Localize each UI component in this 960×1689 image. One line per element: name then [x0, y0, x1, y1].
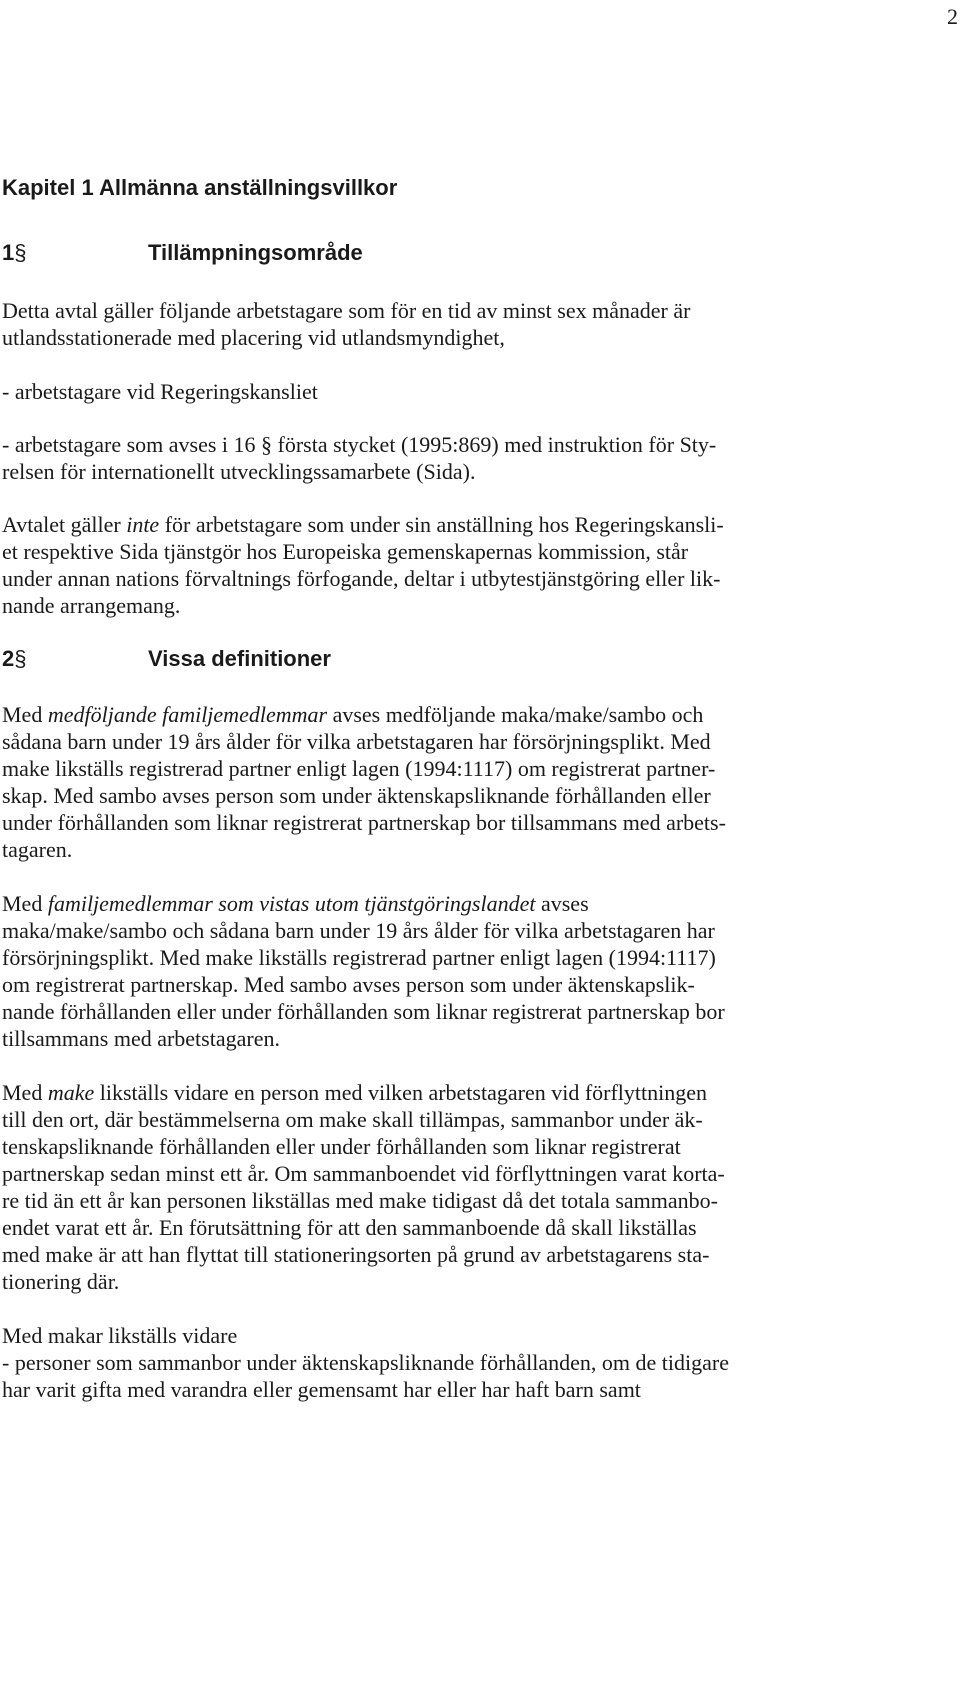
text-line: med make är att han flyttat till stationeringsorten på grund av arbetstagarens sta-: [2, 1242, 710, 1267]
text-line: partnerskap sedan minst ett år. Om sammanboendet vid förflyttningen varat korta-: [2, 1161, 725, 1186]
section-symbol: §: [14, 240, 27, 265]
paragraph-spouses-equivalent: [2, 1322, 947, 1403]
emphasis-term: make: [47, 1080, 95, 1105]
text-line: - arbetstagare vid Regeringskansliet: [2, 379, 318, 404]
text-line: försörjningsplikt. Med make likställs registrerad partner enligt lagen (1994:1117): [2, 945, 716, 970]
list-item-sida: [2, 431, 947, 485]
text-line: till den ort, där bestämmelserna om make skall tillämpas, sammanbor under äk-: [2, 1107, 703, 1132]
text-line: Detta avtal gäller följande arbetstagare som för en tid av minst sex månader är: [2, 298, 691, 323]
text-line: skap. Med sambo avses person som under äktenskapsliknande förhållanden eller: [2, 783, 711, 808]
text-line: Med makar likställs vidare: [2, 1323, 238, 1348]
text-line: under förhållanden som liknar registrerat partnerskap bor tillsammans med arbets-: [2, 810, 726, 835]
text-line: utlandsstationerade med placering vid utlandsmyndighet,: [2, 325, 505, 350]
text-line: sådana barn under 19 års ålder för vilka arbetstagaren har försörjningsplikt. Med: [2, 729, 711, 754]
document-body: [2, 174, 947, 1403]
text-line: har varit gifta med varandra eller gemensamt har eller har haft barn samt: [2, 1377, 641, 1402]
emphasis-term: inte: [126, 512, 160, 537]
chapter-title: Kapitel 1 Allmänna anställningsvillkor: [2, 175, 398, 200]
section-number-2: 2§: [2, 646, 27, 671]
section-number-1: 1§: [2, 240, 27, 265]
section-heading-2: [2, 645, 947, 673]
list-item-regeringskansliet: [2, 378, 947, 405]
text-line: tillsammans med arbetstagaren.: [2, 1026, 280, 1051]
emphasis-term: familjemedlemmar som vistas utom tjänstgöringslandet: [47, 891, 536, 916]
section-title-1: Tillämpningsområde: [148, 240, 363, 265]
text-line: endet varat ett år. En förutsättning för att den sammanboende då skall likställas: [2, 1215, 697, 1240]
text-line: Med make likställs vidare en person med vilken arbetstagaren vid förflyttningen: [2, 1080, 708, 1105]
text-line: tagaren.: [2, 837, 73, 862]
text-line: Med medföljande familjemedlemmar avses medföljande maka/make/sambo och: [2, 702, 704, 727]
paragraph-scope: [2, 297, 947, 351]
paragraph-accompanying-family: [2, 701, 947, 863]
paragraph-exclusions: [2, 511, 947, 619]
section-symbol: §: [14, 646, 27, 671]
text-line: - personer som sammanbor under äktenskapsliknande förhållanden, om de tidigare: [2, 1350, 729, 1375]
page-number: 2: [947, 4, 958, 29]
text-line: Med familjemedlemmar som vistas utom tjänstgöringslandet avses: [2, 891, 589, 916]
text-line: om registrerat partnerskap. Med sambo avses person som under äktenskapslik-: [2, 972, 695, 997]
section-heading-1: [2, 239, 947, 267]
text-line: nande arrangemang.: [2, 593, 181, 618]
text-line: re tid än ett år kan personen likställas med make tidigast då det totala sammanbo-: [2, 1188, 718, 1213]
text-line: Avtalet gäller inte för arbetstagare som under sin anställning hos Regeringskansli-: [2, 512, 724, 537]
paragraph-family-abroad: [2, 890, 947, 1052]
text-line: tenskapsliknande förhållanden eller under förhållanden som liknar registrerat: [2, 1134, 681, 1159]
emphasis-term: medföljande familjemedlemmar: [47, 702, 328, 727]
text-line: et respektive Sida tjänstgör hos Europeiska gemenskapernas kommission, står: [2, 539, 689, 564]
text-line: tionering där.: [2, 1269, 120, 1294]
text-line: maka/make/sambo och sådana barn under 19 års ålder för vilka arbetstagaren har: [2, 918, 715, 943]
text-line: make likställs registrerad partner enligt lagen (1994:1117) om registrerat partner-: [2, 756, 716, 781]
text-line: relsen för internationellt utvecklingssamarbete (Sida).: [2, 459, 476, 484]
section-symbol: §: [261, 432, 273, 457]
text-line: under annan nations förvaltnings förfogande, deltar i utbytestjänstgöring eller lik-: [2, 566, 721, 591]
section-title-2: Vissa definitioner: [148, 646, 331, 671]
paragraph-spouse-definition: [2, 1079, 947, 1295]
text-line: nande förhållanden eller under förhållanden som liknar registrerat partnerskap bor: [2, 999, 725, 1024]
text-line: - arbetstagare som avses i 16 § första stycket (1995:869) med instruktion för Sty-: [2, 432, 717, 457]
